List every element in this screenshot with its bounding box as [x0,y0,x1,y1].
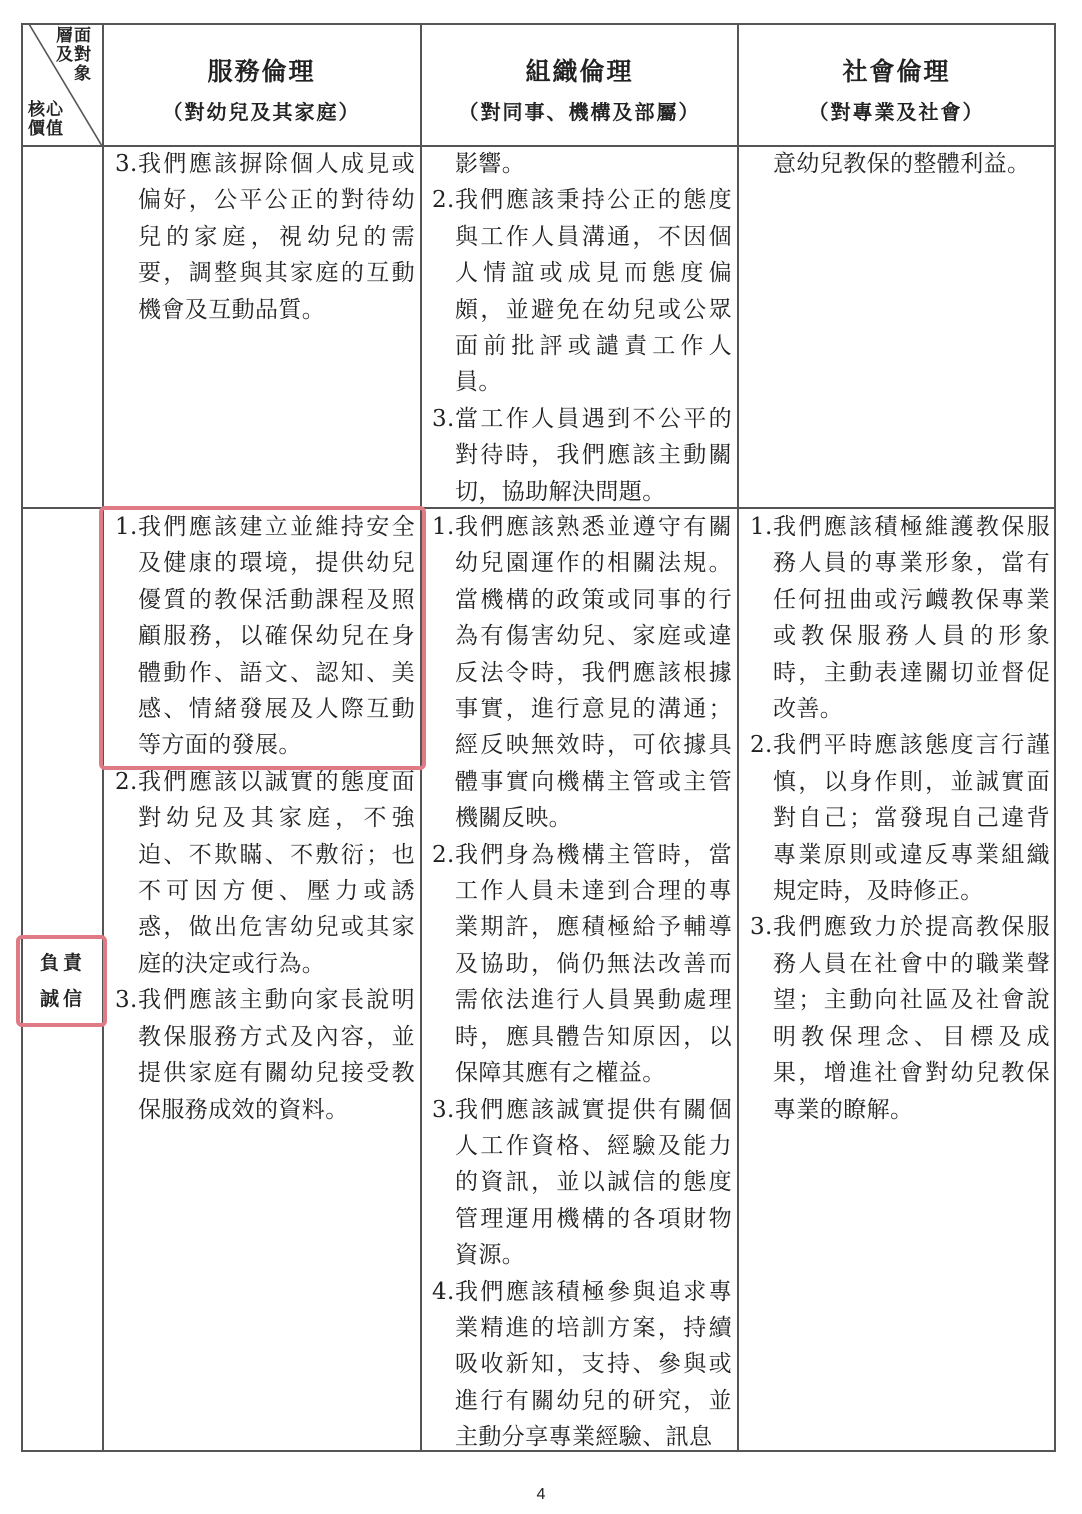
item-text: 我們應致力於提高教保服務人員在社會中的職業聲望；主動向社區及社會說明教保理念、目標及成果，增進社會對幼兒教保專業的瞭解。 [773,914,1050,1123]
list-item [115,764,415,982]
highlight-box-service-item-1 [99,506,426,770]
item-number: 1. [750,514,773,540]
item-text: 我們應該主動向家長說明教保服務方式及內容，並提供家庭有關幼兒接受教保服務成效的資料。 [138,987,415,1123]
item-number: 2. [432,841,455,868]
list-item [115,982,415,1128]
corner-column-label [28,101,64,139]
page-number: 4 [536,1486,546,1503]
item-text: 我們應該積極參與追求專業精進的培訓方案，持續吸收新知，支持、參與或進行有關幼兒的研究，並主動分享專業經驗、訊息 [455,1278,732,1451]
core-value-line: 誠信 [40,988,87,1010]
organization-ethics-cell-continued [432,146,732,510]
column-header-title: 服務倫理 [207,57,316,86]
item-text: 意幼兒教保的整體利益。 [773,151,1031,177]
item-text: 我們應該摒除個人成見或偏好，公平公正的對待幼兒的家庭，視幼兒的需要，調整與其家庭的互動機會及互動品質。 [138,151,415,323]
item-number: 3. [432,405,455,432]
item-text: 影響。 [455,151,526,177]
corner-col-label-line: 核心 [28,100,64,120]
core-value-line: 負責 [40,952,87,974]
item-number: 2. [115,768,138,795]
column-header-subtitle: （對同事、機構及部屬） [458,100,701,124]
item-text: 我們應該秉持公正的態度與工作人員溝通，不因個人情誼或成見而態度偏頗，並避免在幼兒或公眾面前批評或譴責工作人員。 [455,187,732,396]
item-number: 2. [432,187,455,214]
item-number: 3. [115,151,138,177]
corner-row-label-line: 及對 [56,45,92,65]
item-number: 4. [432,1278,455,1305]
item-text: 我們平時應該態度言行謹慎，以身作則，並誠實面對自己；當發現自己違背專業原則或違反專業組織規定時，及時修正。 [773,732,1050,905]
table-border-left [21,23,23,1452]
list-item [432,1092,732,1274]
society-ethics-cell-continued [750,146,1050,182]
table-border-right [1054,23,1056,1452]
item-text: 我們應該誠實提供有關個人工作資格、經驗及能力的資訊，並以誠信的態度管理運用機構的各項財物資源。 [455,1096,732,1269]
item-number: 3. [115,987,138,1014]
list-item [432,509,732,837]
list-item [115,146,415,328]
item-number: 1. [115,514,138,540]
column-header-title: 組織倫理 [525,57,634,86]
list-item [432,1274,732,1456]
society-ethics-cell [750,509,1050,1128]
list-item [432,837,732,1092]
item-number: 3. [432,1096,455,1123]
item-text: 我們應該熟悉並遵守有關幼兒園運作的相關法規。當機構的政策或同事的行為有傷害幼兒、家庭或違反法令時，我們應該根據事實，進行意見的溝通；經反映無效時，可依據具體事實向機構主管或主管機關反映。 [455,514,732,832]
item-text: 當工作人員遇到不公平的對待時，我們應該主動關切，協助解決問題。 [455,405,732,505]
corner-row-label [48,27,92,84]
column-header-subtitle: （對幼兒及其家庭） [162,100,361,124]
column-divider-3 [737,23,739,1452]
organization-ethics-cell [432,509,732,1456]
item-text: 我們身為機構主管時，當工作人員未達到合理的專業期許，應積極給予輔導及協助，倘仍無法改善而需依法進行人員異動處理時，應具體告知原因，以保障其應有之權益。 [455,841,732,1087]
list-item [432,182,732,400]
item-text: 我們應該以誠實的態度面對幼兒及其家庭，不強迫、不欺瞞、不敷衍；也不可因方便、壓力或誘惑，做出危害幼兒或其家庭的決定或行為。 [138,768,415,977]
item-text: 我們應該建立並維持安全及健康的環境，提供幼兒優質的教保活動課程及照顧服務，以確保幼兒在身體動作、語文、認知、美感、情緒發展及人際互動等方面的發展。 [138,514,415,759]
corner-col-label-line: 價值 [28,119,64,139]
item-text: 我們應該積極維護教保服務人員的專業形象，當有任何扭曲或污衊教保專業或教保服務人員的形象時，主動表達關切並督促改善。 [773,514,1050,723]
list-item [432,146,732,182]
column-header-subtitle: （對專業及社會） [808,100,985,124]
list-item [750,509,1050,727]
item-number: 2. [750,732,773,759]
service-ethics-cell-continued [115,146,415,328]
list-item [432,401,732,510]
item-number: 1. [432,514,455,540]
list-item [750,146,1050,182]
list-item [750,727,1050,909]
highlight-box-core-value [16,935,107,1027]
list-item [750,909,1050,1127]
table-border-top [21,23,1056,25]
column-header-title: 社會倫理 [842,57,951,86]
corner-row-label-line: 象 [74,64,92,84]
item-number: 3. [750,914,773,941]
corner-row-label-line: 層面 [56,26,92,46]
